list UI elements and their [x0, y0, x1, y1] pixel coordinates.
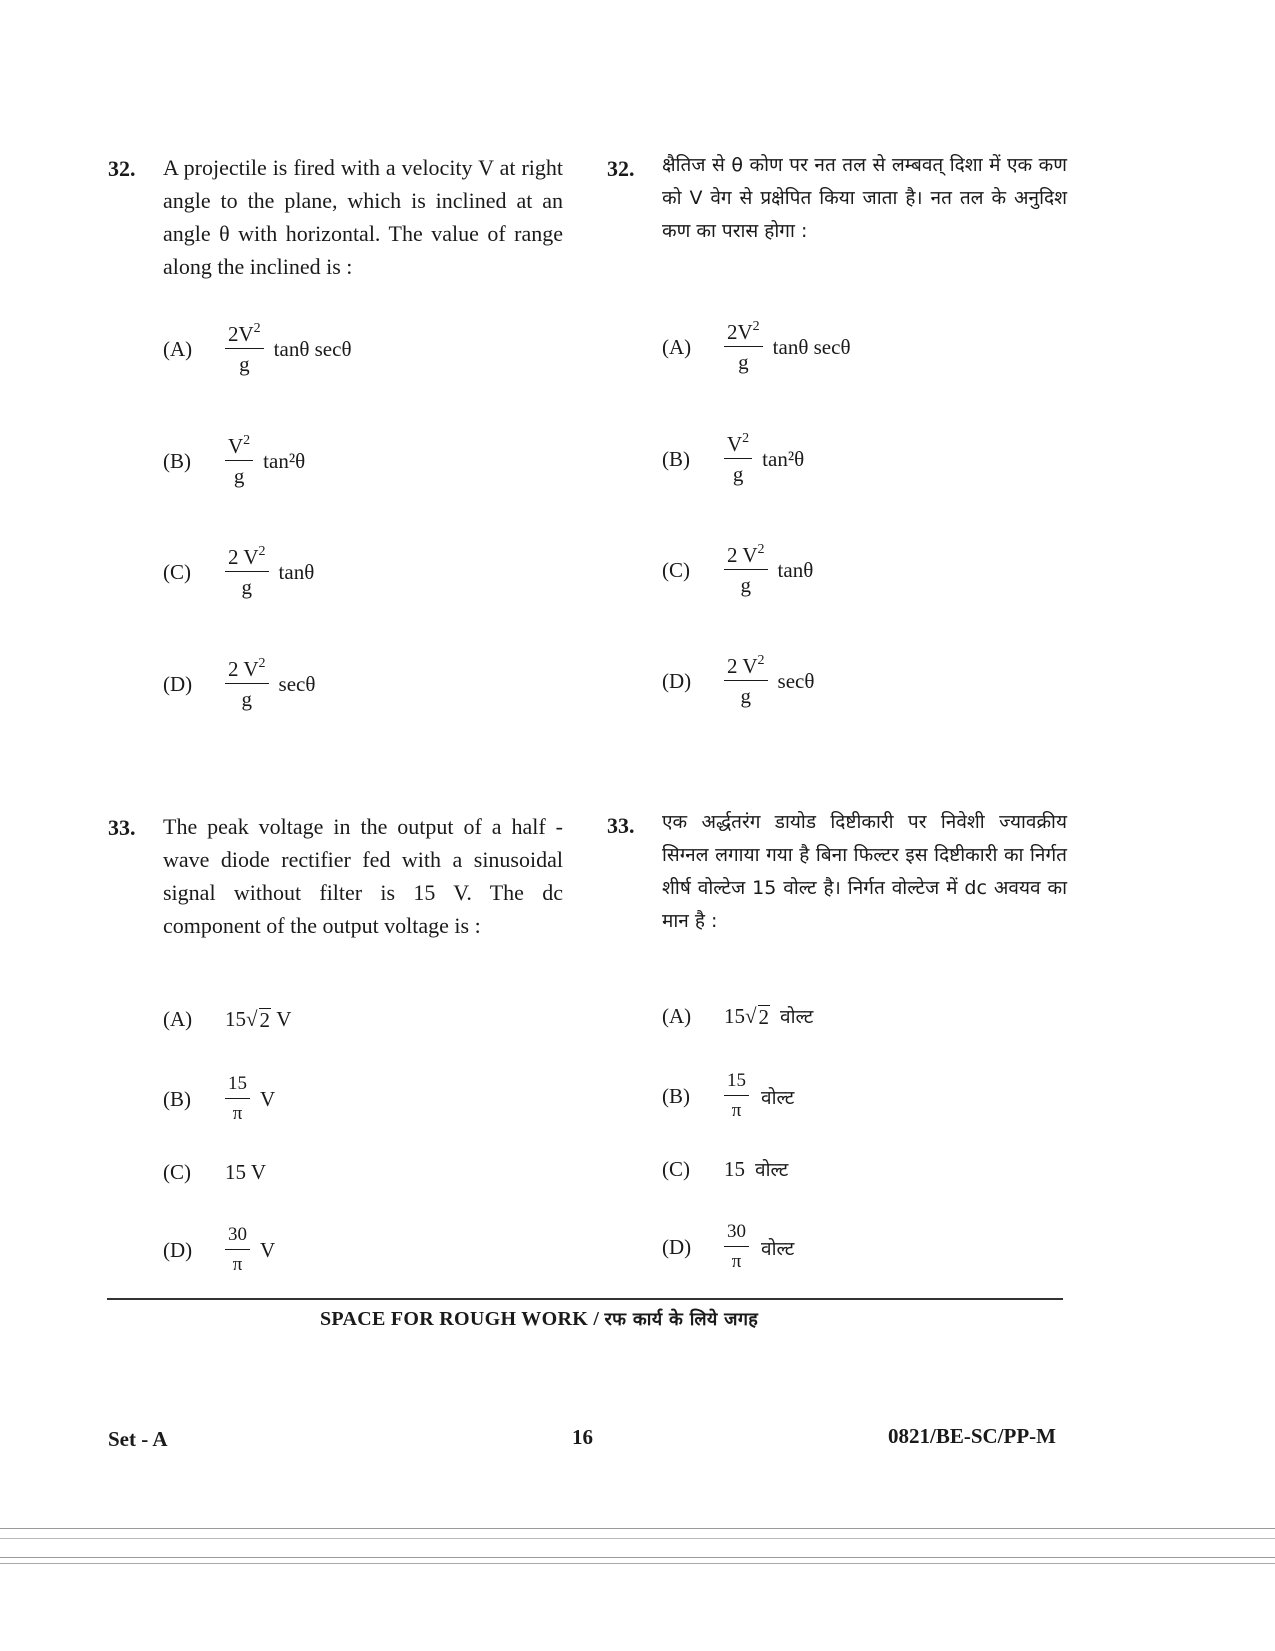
- option-label: (C): [163, 560, 191, 584]
- option-label: (D): [163, 1238, 193, 1262]
- q32-option-d-hi: (D) $\frac{2 V^2}{g}$ secθ: [662, 653, 815, 708]
- option-label: (D): [662, 669, 692, 693]
- option-label: (C): [662, 558, 690, 582]
- option-label: (A): [662, 335, 692, 359]
- paper-code: 0821/BE-SC/PP-M: [888, 1424, 1056, 1448]
- scan-line: [0, 1563, 1275, 1564]
- option-label: (D): [163, 672, 193, 696]
- option-label: (C): [662, 1156, 690, 1181]
- q32-number-hi: 32.: [607, 156, 635, 181]
- q33-number-hi: 33.: [607, 813, 635, 838]
- q32-text-hi: क्षैतिज से θ कोण पर नत तल से लम्बवत् दिशा में एक कण को V वेग से प्रक्षेपित किया जाता है। नत तल के अनुदिश कण का परास होगा :: [662, 154, 1067, 242]
- q32-option-c-en: (C) $\frac{2 V^2}{g}$ tanθ: [163, 544, 315, 599]
- scan-line: [0, 1557, 1275, 1558]
- q33-option-b-hi: (B) $\frac{15}{\pi}$ वोल्ट: [662, 1070, 795, 1121]
- q32-option-b-hi: (B) $\frac{V^2}{g}$ tan²θ: [662, 431, 805, 486]
- rough-work-rule: [107, 1298, 1063, 1300]
- q32-option-b-en: (B) $\frac{V^2}{g}$ tan²θ: [163, 433, 306, 488]
- option-label: (B): [662, 1084, 690, 1108]
- set-label: Set - A: [108, 1427, 168, 1451]
- q32-text-en: A projectile is fired with a velocity V at right angle to the plane, which is inclined at an angle θ with horizontal. The value of range along the inclined is :: [163, 155, 563, 279]
- q33-option-d-en: (D) $\frac{30}{\pi}$ V: [163, 1224, 276, 1275]
- q33-option-b-en: (B) $\frac{15}{\pi}$ V: [163, 1073, 276, 1124]
- option-label: (D): [662, 1235, 692, 1259]
- rough-work-heading: SPACE FOR ROUGH WORK / रफ कार्य के लिये जगह: [320, 1308, 759, 1330]
- q33-option-c-hi: (C) 15 वोल्ट: [662, 1156, 789, 1181]
- option-label: (B): [662, 447, 690, 471]
- option-label: (A): [662, 1003, 692, 1028]
- q32-number-en: 32.: [108, 156, 136, 181]
- option-label: (B): [163, 449, 191, 473]
- option-label: (A): [163, 337, 193, 361]
- q33-option-a-en: (A) 15 √ 2 V: [163, 1007, 292, 1032]
- option-label: (A): [163, 1007, 193, 1031]
- q33-option-c-en: (C) 15 V: [163, 1160, 267, 1184]
- q32-option-c-hi: (C) $\frac{2 V^2}{g}$ tanθ: [662, 542, 814, 597]
- option-label: (B): [163, 1087, 191, 1111]
- q33-option-d-hi: (D) $\frac{30}{\pi}$ वोल्ट: [662, 1221, 795, 1272]
- q32-option-a-en: (A) $\frac{2V^2}{g}$ tanθ secθ: [163, 321, 352, 376]
- q33-option-a-hi: (A) 15 √ 2 वोल्ट: [662, 1003, 814, 1029]
- page-number: 16: [572, 1425, 593, 1449]
- scan-line: [0, 1538, 1275, 1539]
- q33-text-en: The peak voltage in the output of a half - wave diode rectifier fed with a sinusoidal signal without filter is 15 V. The dc component of the output voltage is :: [163, 814, 563, 938]
- q33-text-hi: एक अर्द्धतरंग डायोड दिष्टीकारी पर निवेशी ज्यावक्रीय सिग्नल लगाया गया है बिना फिल्टर इस दिष्टीकारी का निर्गत शीर्ष वोल्टेज 15 वोल्ट है। निर्गत वोल्टेज में dc अवयव का मान है :: [662, 811, 1067, 932]
- option-label: (C): [163, 1160, 191, 1184]
- q32-option-d-en: (D) $\frac{2 V^2}{g}$ secθ: [163, 656, 316, 711]
- q32-option-a-hi: (A) $\frac{2V^2}{g}$ tanθ secθ: [662, 319, 851, 374]
- q33-number-en: 33.: [108, 815, 136, 840]
- scan-line: [0, 1528, 1275, 1529]
